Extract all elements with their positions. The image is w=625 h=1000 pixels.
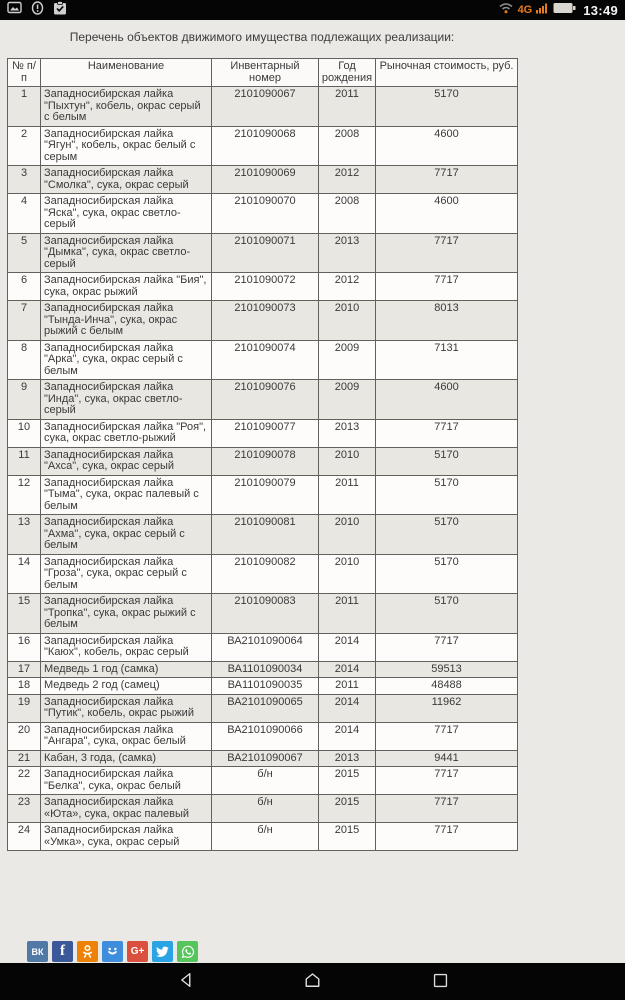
- cell-birth-year: 2010: [319, 301, 376, 341]
- cell-inventory-number: ВА2101090067: [212, 750, 319, 767]
- clipboard-check-icon: [53, 1, 67, 20]
- header-price: Рыночная стоимость, руб.: [376, 59, 518, 87]
- cell-inventory-number: ВА1101090034: [212, 661, 319, 678]
- cell-birth-year: 2008: [319, 126, 376, 166]
- cell-name: Западносибирская лайка «Умка», сука, окрас серый: [41, 823, 212, 851]
- cell-inventory-number: ВА2101090066: [212, 722, 319, 750]
- cell-row-number: 8: [8, 340, 41, 380]
- cell-inventory-number: 2101090068: [212, 126, 319, 166]
- share-bar: [27, 941, 198, 962]
- status-right-icons: [498, 1, 618, 19]
- cell-name: Западносибирская лайка "Белка", сука, окрас белый: [41, 767, 212, 795]
- page-title: Перечень объектов движимого имущества подлежащих реализации:: [69, 30, 455, 44]
- cell-birth-year: 2011: [319, 87, 376, 127]
- cell-inventory-number: ВА1101090035: [212, 678, 319, 695]
- cell-birth-year: 2013: [319, 419, 376, 447]
- cell-market-value: 7717: [376, 633, 518, 661]
- cell-row-number: 17: [8, 661, 41, 678]
- cell-birth-year: 2012: [319, 166, 376, 194]
- cell-name: Кабан, 3 года, (самка): [41, 750, 212, 767]
- cell-row-number: 18: [8, 678, 41, 695]
- cell-name: Западносибирская лайка "Тыма", сука, окрас палевый с белым: [41, 475, 212, 515]
- cell-birth-year: 2015: [319, 795, 376, 823]
- cell-name: Западносибирская лайка "Тропка", сука, окрас рыжий с белым: [41, 594, 212, 634]
- facebook-share-icon[interactable]: f: [52, 941, 73, 962]
- table-row: [8, 194, 518, 234]
- cell-inventory-number: 2101090073: [212, 301, 319, 341]
- cell-row-number: 3: [8, 166, 41, 194]
- table-row: [8, 554, 518, 594]
- cell-birth-year: 2014: [319, 661, 376, 678]
- table-header-row: [8, 59, 518, 87]
- cell-market-value: 5170: [376, 87, 518, 127]
- cell-inventory-number: б/н: [212, 823, 319, 851]
- cell-birth-year: 2013: [319, 750, 376, 767]
- cell-row-number: 19: [8, 694, 41, 722]
- cell-birth-year: 2009: [319, 380, 376, 420]
- table-row: [8, 678, 518, 695]
- cell-inventory-number: 2101090076: [212, 380, 319, 420]
- cell-row-number: 1: [8, 87, 41, 127]
- table-row: [8, 273, 518, 301]
- alert-icon: [31, 1, 44, 20]
- header-inventory: Инвентарный номер: [212, 59, 319, 87]
- cell-row-number: 4: [8, 194, 41, 234]
- table-row: [8, 823, 518, 851]
- cell-market-value: 7717: [376, 823, 518, 851]
- cell-birth-year: 2010: [319, 554, 376, 594]
- cell-birth-year: 2013: [319, 233, 376, 273]
- cell-market-value: 7717: [376, 722, 518, 750]
- cell-market-value: 5170: [376, 475, 518, 515]
- clock: 13:49: [583, 2, 618, 18]
- recents-button[interactable]: [420, 963, 460, 1000]
- document-area[interactable]: [0, 20, 625, 963]
- moimir-share-icon[interactable]: [102, 941, 123, 962]
- wifi-icon: [498, 1, 514, 19]
- cell-name: Западносибирская лайка "Ягун", кобель, окрас белый с серым: [41, 126, 212, 166]
- googleplus-share-icon[interactable]: G+: [127, 941, 148, 962]
- cell-inventory-number: 2101090067: [212, 87, 319, 127]
- recents-icon: [431, 971, 450, 993]
- screenshot-icon: [7, 1, 22, 19]
- header-year: Год рождения: [319, 59, 376, 87]
- cell-name: Западносибирская лайка "Арка", сука, окрас серый с белым: [41, 340, 212, 380]
- table-row: [8, 419, 518, 447]
- vk-share-icon[interactable]: ВК: [27, 941, 48, 962]
- cell-row-number: 9: [8, 380, 41, 420]
- cell-birth-year: 2014: [319, 694, 376, 722]
- cell-market-value: 4600: [376, 194, 518, 234]
- table-row: [8, 515, 518, 555]
- cell-row-number: 14: [8, 554, 41, 594]
- cell-name: Западносибирская лайка "Ахма", сука, окрас серый с белым: [41, 515, 212, 555]
- table-row: [8, 340, 518, 380]
- cell-market-value: 48488: [376, 678, 518, 695]
- odnoklassniki-share-icon[interactable]: [77, 941, 98, 962]
- cell-inventory-number: 2101090077: [212, 419, 319, 447]
- cell-market-value: 11962: [376, 694, 518, 722]
- table-row: [8, 722, 518, 750]
- table-row: [8, 166, 518, 194]
- cell-row-number: 5: [8, 233, 41, 273]
- header-num: № п/п: [8, 59, 41, 87]
- cell-inventory-number: ВА2101090064: [212, 633, 319, 661]
- cell-inventory-number: 2101090069: [212, 166, 319, 194]
- cell-market-value: 5170: [376, 515, 518, 555]
- cell-birth-year: 2010: [319, 447, 376, 475]
- cell-row-number: 10: [8, 419, 41, 447]
- cell-birth-year: 2008: [319, 194, 376, 234]
- cell-market-value: 5170: [376, 554, 518, 594]
- cell-market-value: 9441: [376, 750, 518, 767]
- cell-row-number: 24: [8, 823, 41, 851]
- cell-inventory-number: 2101090079: [212, 475, 319, 515]
- cell-market-value: 7717: [376, 273, 518, 301]
- cell-market-value: 7717: [376, 166, 518, 194]
- cell-row-number: 2: [8, 126, 41, 166]
- cell-row-number: 11: [8, 447, 41, 475]
- back-icon: [176, 970, 196, 993]
- cell-market-value: 7717: [376, 795, 518, 823]
- cell-birth-year: 2011: [319, 594, 376, 634]
- signal-bars-icon: [536, 1, 549, 19]
- cell-market-value: 5170: [376, 594, 518, 634]
- cell-inventory-number: 2101090074: [212, 340, 319, 380]
- cell-market-value: 4600: [376, 126, 518, 166]
- table-row: [8, 233, 518, 273]
- cell-name: Западносибирская лайка "Смолка", сука, окрас серый: [41, 166, 212, 194]
- cell-market-value: 8013: [376, 301, 518, 341]
- cell-market-value: 4600: [376, 380, 518, 420]
- table-row: [8, 87, 518, 127]
- cell-birth-year: 2009: [319, 340, 376, 380]
- cell-row-number: 20: [8, 722, 41, 750]
- table-row: [8, 633, 518, 661]
- cell-market-value: 7717: [376, 233, 518, 273]
- cell-market-value: 7717: [376, 767, 518, 795]
- cell-name: Западносибирская лайка "Роя", сука, окрас светло-рыжий: [41, 419, 212, 447]
- table-row: [8, 661, 518, 678]
- cell-name: Западносибирская лайка "Пыхтун", кобель, окрас серый с белым: [41, 87, 212, 127]
- cell-name: Западносибирская лайка «Юта», сука, окрас палевый: [41, 795, 212, 823]
- table-row: [8, 594, 518, 634]
- table-row: [8, 380, 518, 420]
- cell-row-number: 6: [8, 273, 41, 301]
- status-bar: [0, 0, 625, 20]
- cell-name: Западносибирская лайка "Яска", сука, окрас светло-серый: [41, 194, 212, 234]
- cell-row-number: 7: [8, 301, 41, 341]
- cell-row-number: 16: [8, 633, 41, 661]
- cell-inventory-number: 2101090072: [212, 273, 319, 301]
- cell-name: Западносибирская лайка "Каюх", кобель, окрас серый: [41, 633, 212, 661]
- cell-name: Западносибирская лайка "Ангара", сука, окрас белый: [41, 722, 212, 750]
- property-table: [7, 58, 518, 851]
- cell-name: Западносибирская лайка "Тында-Инча", сука, окрас рыжий с белым: [41, 301, 212, 341]
- cell-birth-year: 2011: [319, 678, 376, 695]
- home-icon: [302, 970, 323, 993]
- cell-inventory-number: 2101090070: [212, 194, 319, 234]
- cell-inventory-number: б/н: [212, 767, 319, 795]
- cell-birth-year: 2015: [319, 823, 376, 851]
- back-button[interactable]: [166, 963, 206, 1000]
- cell-birth-year: 2014: [319, 722, 376, 750]
- cell-birth-year: 2011: [319, 475, 376, 515]
- table-row: [8, 126, 518, 166]
- cell-birth-year: 2014: [319, 633, 376, 661]
- header-name: Наименование: [41, 59, 212, 87]
- table-row: [8, 301, 518, 341]
- cell-name: Медведь 2 год (самец): [41, 678, 212, 695]
- cell-birth-year: 2012: [319, 273, 376, 301]
- cell-inventory-number: 2101090082: [212, 554, 319, 594]
- cell-row-number: 13: [8, 515, 41, 555]
- cell-birth-year: 2015: [319, 767, 376, 795]
- cell-name: Западносибирская лайка "Путик", кобель, окрас рыжий: [41, 694, 212, 722]
- table-row: [8, 767, 518, 795]
- twitter-share-icon[interactable]: [152, 941, 173, 962]
- cell-market-value: 5170: [376, 447, 518, 475]
- network-type-label: 4G: [517, 4, 533, 16]
- home-button[interactable]: [292, 963, 332, 1000]
- status-left-icons: [7, 1, 67, 20]
- cell-inventory-number: 2101090078: [212, 447, 319, 475]
- cell-inventory-number: 2101090081: [212, 515, 319, 555]
- cell-row-number: 12: [8, 475, 41, 515]
- android-nav-bar: [0, 963, 625, 1000]
- battery-icon: [553, 1, 576, 19]
- cell-market-value: 7717: [376, 419, 518, 447]
- cell-inventory-number: 2101090071: [212, 233, 319, 273]
- whatsapp-share-icon[interactable]: [177, 941, 198, 962]
- cell-name: Западносибирская лайка "Бия", сука, окрас рыжий: [41, 273, 212, 301]
- cell-birth-year: 2010: [319, 515, 376, 555]
- cell-name: Медведь 1 год (самка): [41, 661, 212, 678]
- cell-name: Западносибирская лайка "Гроза", сука, окрас серый с белым: [41, 554, 212, 594]
- cell-row-number: 21: [8, 750, 41, 767]
- cell-name: Западносибирская лайка "Ахса", сука, окрас серый: [41, 447, 212, 475]
- cell-row-number: 15: [8, 594, 41, 634]
- cell-row-number: 23: [8, 795, 41, 823]
- table-row: [8, 694, 518, 722]
- cell-inventory-number: 2101090083: [212, 594, 319, 634]
- cell-row-number: 22: [8, 767, 41, 795]
- cell-name: Западносибирская лайка "Инда", сука, окрас светло-серый: [41, 380, 212, 420]
- cell-name: Западносибирская лайка "Дымка", сука, окрас светло-серый: [41, 233, 212, 273]
- table-row: [8, 447, 518, 475]
- cell-inventory-number: б/н: [212, 795, 319, 823]
- table-row: [8, 475, 518, 515]
- table-row: [8, 795, 518, 823]
- cell-market-value: 7131: [376, 340, 518, 380]
- table-row: [8, 750, 518, 767]
- cell-market-value: 59513: [376, 661, 518, 678]
- cell-inventory-number: ВА2101090065: [212, 694, 319, 722]
